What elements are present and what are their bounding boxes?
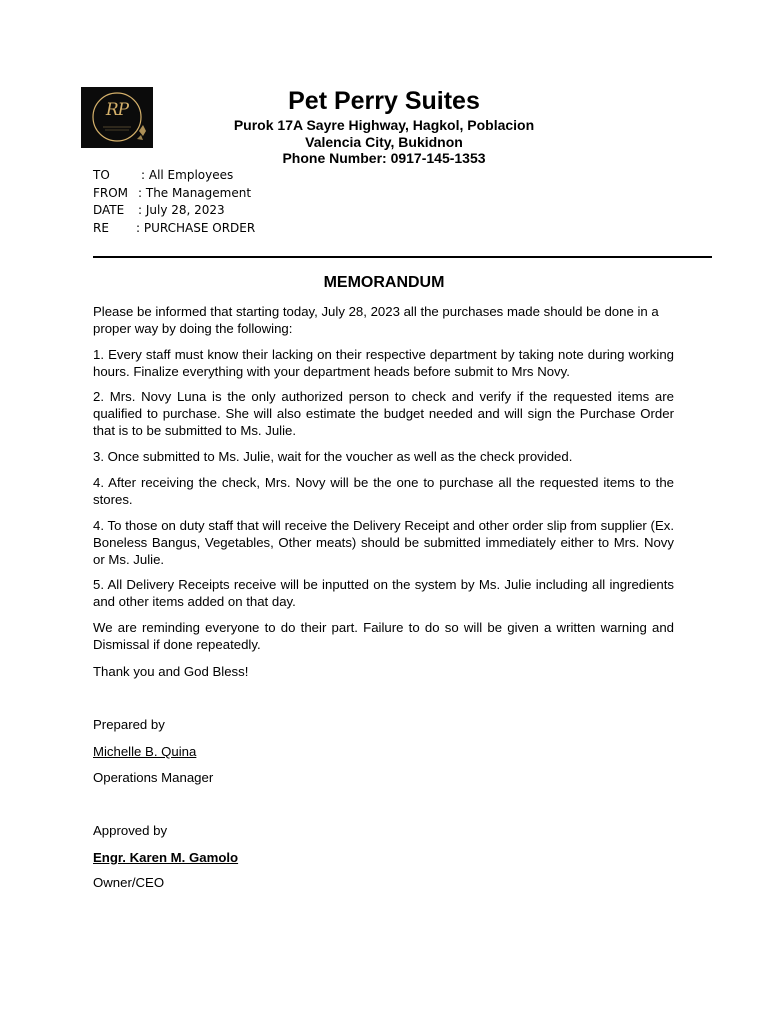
address-line-2: Valencia City, Bukidnon	[305, 134, 463, 150]
logo-monogram: RP	[105, 100, 129, 120]
date-label: DATE	[93, 203, 125, 217]
approved-by-label: Approved by	[93, 823, 168, 838]
memo-title: MEMORANDUM	[323, 274, 445, 291]
re-label: RE	[93, 221, 109, 235]
memo-from-row	[93, 185, 252, 201]
to-label: TO	[93, 168, 110, 182]
date-value: : July 28, 2023	[138, 203, 225, 217]
memo-reminder: We are reminding everyone to do their part. Failure to do so will be given a written warning and Dismissal if done repeatedly.	[93, 620, 674, 652]
approved-by-name: Engr. Karen M. Gamolo	[93, 850, 239, 865]
from-label: FROM	[93, 186, 129, 200]
memo-intro: Please be informed that starting today, July 28, 2023 all the purchases made should be done in a proper way by doing the following:	[93, 304, 659, 336]
prepared-by-title: Operations Manager	[93, 770, 214, 785]
memo-to-row	[93, 167, 234, 183]
memo-item-3: 3. Once submitted to Ms. Julie, wait for the voucher as well as the check provided.	[93, 449, 573, 464]
memo-item-2: 2. Mrs. Novy Luna is the only authorized person to check and verify if the requested items are qualified to purchase. She will also estimate the budget needed and will sign the Purchase Order that is to be submitted to Ms. Julie.	[93, 389, 674, 438]
memo-item-6: 5. All Delivery Receipts receive will be inputted on the system by Ms. Julie including all ingredients and other items added on that day.	[93, 577, 674, 609]
memo-item-4: 4. After receiving the check, Mrs. Novy will be the one to purchase all the requested items to the stores.	[93, 475, 674, 507]
memo-re-row	[93, 220, 256, 236]
from-value: : The Management	[138, 186, 252, 200]
prepared-by-name: Michelle B. Quina	[93, 744, 197, 759]
header-divider	[93, 256, 712, 258]
memo-closing: Thank you and God Bless!	[93, 664, 249, 679]
company-name: Pet Perry Suites	[288, 87, 480, 115]
to-value: : All Employees	[141, 168, 234, 182]
re-value: : PURCHASE ORDER	[136, 221, 256, 235]
approved-by-title: Owner/CEO	[93, 875, 165, 890]
memo-item-1: 1. Every staff must know their lacking on their respective department by taking note during working hours. Finalize everything with your department heads before submit to Mrs Novy.	[93, 347, 674, 379]
phone-number: Phone Number: 0917-145-1353	[282, 150, 486, 166]
memo-date-row	[93, 202, 225, 218]
prepared-by-label: Prepared by	[93, 717, 165, 732]
address-line-1: Purok 17A Sayre Highway, Hagkol, Poblacion	[233, 117, 535, 133]
memo-item-5: 4. To those on duty staff that will receive the Delivery Receipt and other order slip from supplier (Ex. Boneless Bangus, Vegetables, Other meats) should be submitted immediately either to Mrs. Novy or Ms. Julie.	[93, 518, 674, 567]
